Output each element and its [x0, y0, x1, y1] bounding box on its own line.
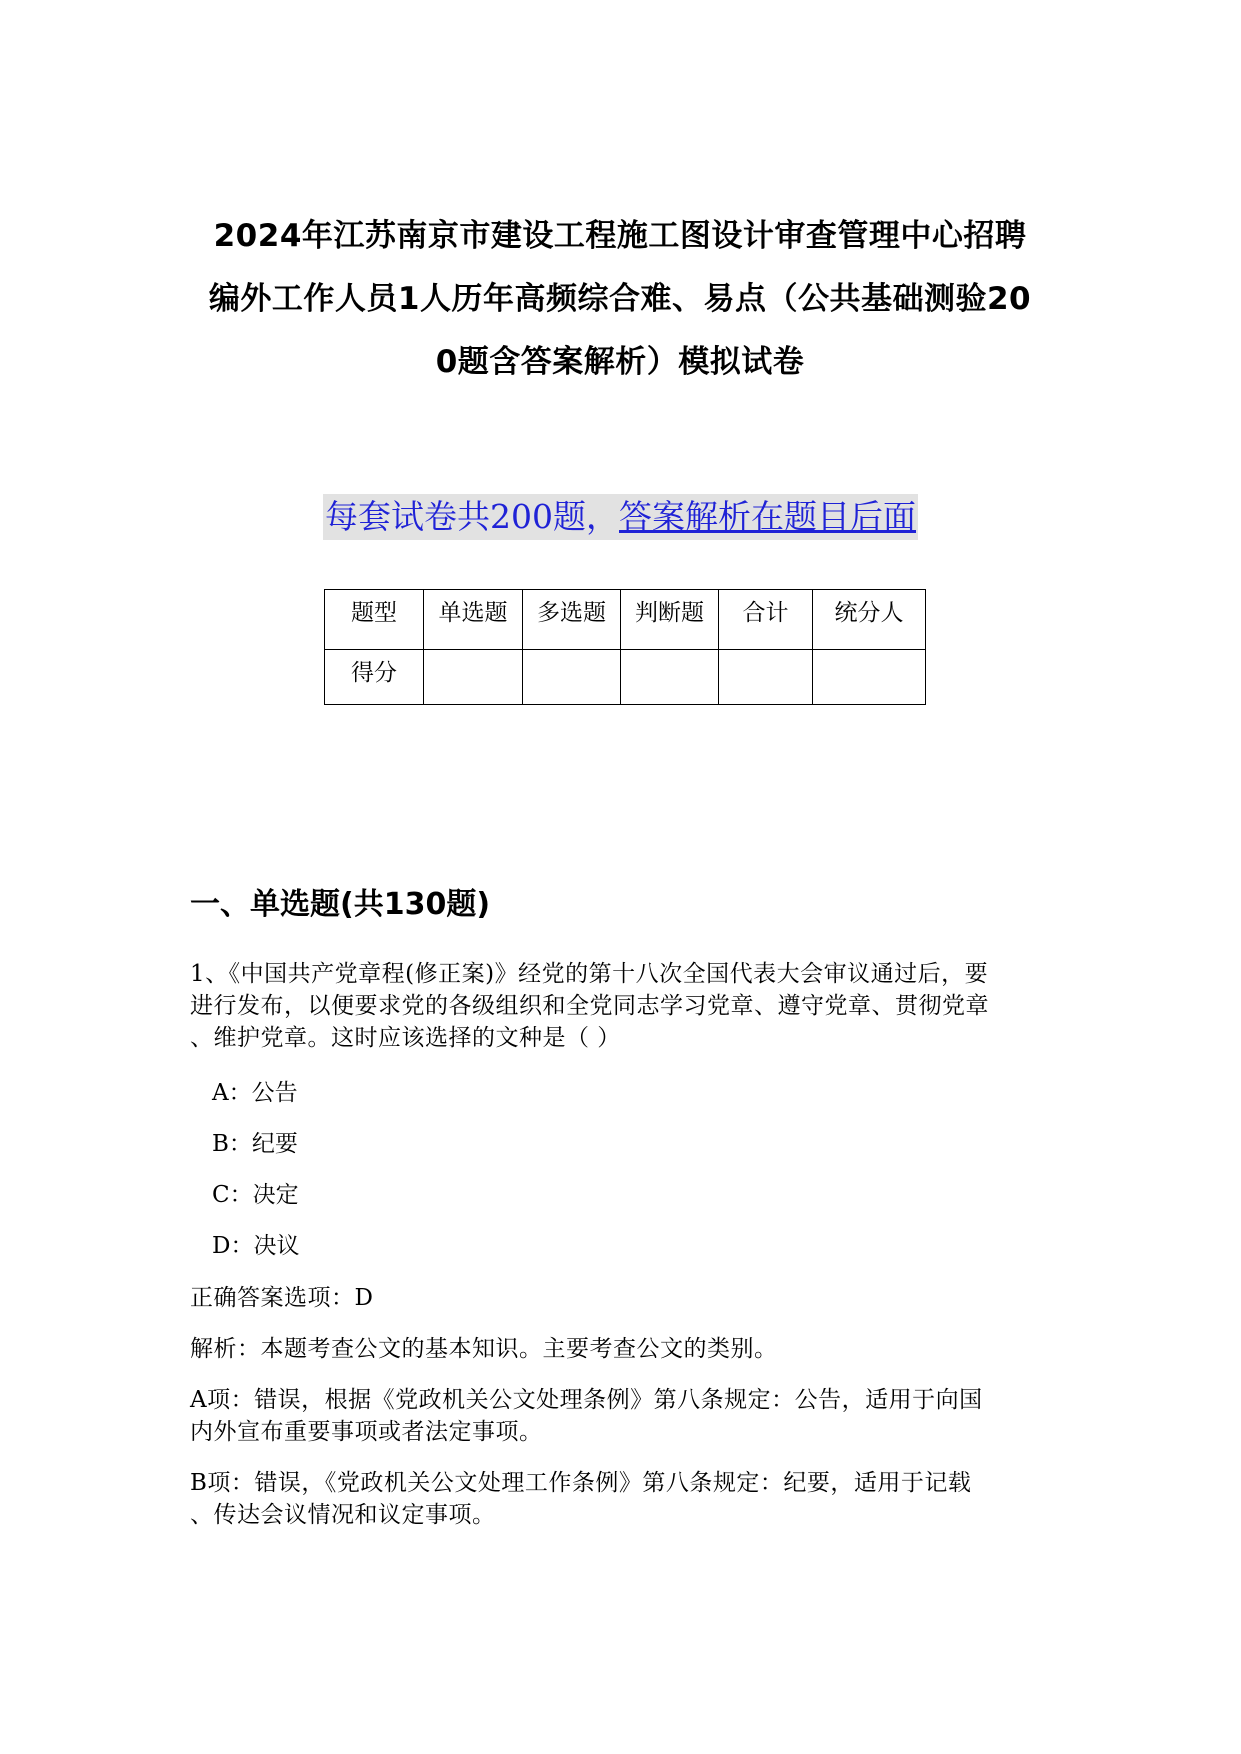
correct-answer — [190, 1282, 1050, 1314]
question-stem — [190, 958, 1050, 1054]
section-heading: 一、单选题(共130题) — [190, 887, 491, 922]
analysis-text: 解析：本题考查公文的基本知识。主要考查公文的类别。 — [190, 1336, 778, 1362]
question-line: 进行发布，以便要求党的各级组织和全党同志学习党章、遵守党章、贯彻党章 — [190, 993, 989, 1019]
banner-text: 每套试卷共200题， — [325, 497, 619, 536]
score-table — [324, 589, 926, 705]
question-line: 、维护党章。这时应该选择的文种是（ ） — [190, 1025, 621, 1051]
answer-location-link[interactable]: 答案解析在题目后面 — [619, 497, 916, 536]
analysis — [190, 1333, 1050, 1365]
score-table-score-row — [325, 650, 926, 705]
header-cell-total: 合计 — [719, 590, 813, 650]
header-cell-type: 题型 — [325, 590, 424, 650]
option-b: B：纪要 — [212, 1131, 298, 1157]
title-line: 2024年江苏南京市建设工程施工图设计审查管理中心招聘 — [213, 218, 1027, 254]
title-line: 编外工作人员1人历年高频综合难、易点（公共基础测验20 — [208, 281, 1032, 317]
info-banner — [323, 494, 918, 540]
score-cell — [813, 650, 926, 705]
option-a: A：公告 — [212, 1080, 298, 1106]
header-cell-multi: 多选题 — [523, 590, 621, 650]
score-cell — [719, 650, 813, 705]
explanation-line: 内外宣布重要事项或者法定事项。 — [190, 1419, 543, 1445]
header-cell-scorer: 统分人 — [813, 590, 926, 650]
score-cell — [424, 650, 523, 705]
option-c: C：决定 — [212, 1182, 299, 1208]
score-table-header-row — [325, 590, 926, 650]
question-line: 1、《中国共产党章程(修正案)》经党的第十八次全国代表大会审议通过后，要 — [190, 961, 989, 987]
document-title — [180, 205, 1060, 394]
option-d: D：决议 — [212, 1233, 300, 1259]
explanation-line: B项：错误，《党政机关公文处理工作条例》第八条规定：纪要，适用于记载 — [190, 1470, 972, 1496]
score-cell — [523, 650, 621, 705]
score-cell — [621, 650, 719, 705]
explanation-b — [190, 1467, 1050, 1531]
header-cell-single: 单选题 — [424, 590, 523, 650]
score-row-label: 得分 — [325, 650, 424, 705]
answer-text: 正确答案选项：D — [190, 1285, 374, 1311]
explanation-line: 、传达会议情况和议定事项。 — [190, 1502, 496, 1528]
explanation-line: A项：错误，根据《党政机关公文处理条例》第八条规定：公告，适用于向国 — [190, 1387, 983, 1413]
explanation-a — [190, 1384, 1050, 1448]
title-line: 0题含答案解析）模拟试卷 — [435, 344, 805, 380]
header-cell-judge: 判断题 — [621, 590, 719, 650]
